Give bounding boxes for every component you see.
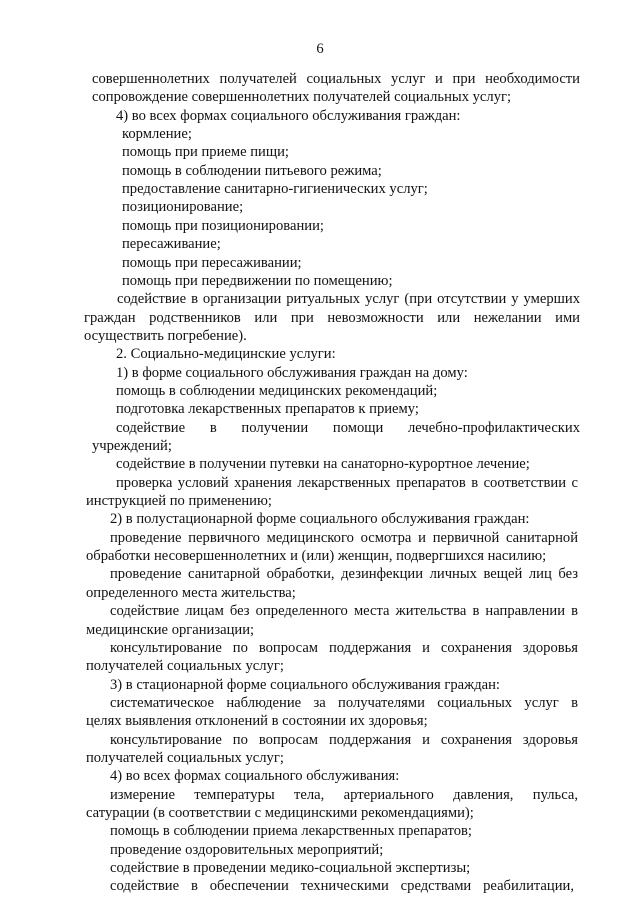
text-line: содействие лицам без определенного места жительства в направлении в xyxy=(110,603,578,620)
text-line: помощь в соблюдении медицинских рекомендаций; xyxy=(116,382,438,399)
text-line: предоставление санитарно-гигиенических услуг; xyxy=(122,181,428,198)
page-number: 6 xyxy=(316,41,324,57)
text-line: медицинские организации; xyxy=(86,621,255,638)
text-line: 2. Социально-медицинские услуги: xyxy=(116,346,336,363)
text-line: консультирование по вопросам поддержания и сохранения здоровья xyxy=(110,639,578,656)
text-line: позиционирование; xyxy=(122,199,244,216)
text-line: кормление; xyxy=(122,126,192,143)
text-line: инструкцией по применению; xyxy=(86,493,272,510)
text-line: измерение температуры тела, артериального давления, пульса, xyxy=(110,786,578,803)
text-line: проведение санитарной обработки, дезинфекции личных вещей лиц без xyxy=(110,566,578,583)
text-line: проверка условий хранения лекарственных препаратов в соответствии с xyxy=(116,474,578,491)
text-line: помощь при передвижении по помещению; xyxy=(122,272,393,289)
text-line: подготовка лекарственных препаратов к приему; xyxy=(116,401,419,418)
text-line: помощь при пересаживании; xyxy=(122,254,302,271)
text-line: целях выявления отклонений в состоянии их здоровья; xyxy=(86,713,428,730)
text-line: учреждений; xyxy=(92,438,172,454)
text-line: 2) в полустационарной форме социального обслуживания граждан: xyxy=(110,511,530,528)
text-line: помощь в соблюдении питьевого режима; xyxy=(122,162,382,179)
text-line: проведение первичного медицинского осмотра и первичной санитарной xyxy=(110,529,578,546)
text-line: помощь при приеме пищи; xyxy=(122,144,289,161)
text-line: сатурации (в соответствии с медицинскими рекомендациями); xyxy=(86,805,474,821)
text-line: обработки несовершеннолетних и (или) женщин, подвергшихся насилию; xyxy=(86,548,547,565)
text-line: 4) во всех формах социального обслуживания: xyxy=(110,768,400,785)
text-line: содействие в обеспечении техническими средствами реабилитации, xyxy=(110,878,574,895)
text-line: совершеннолетних получателей социальных услуг и при необходимости xyxy=(92,71,580,87)
text-line: осуществить погребение). xyxy=(84,327,247,344)
text-line: содействие в организации ритуальных услуг (при отсутствии у умерших xyxy=(117,291,580,308)
text-line: определенного места жительства; xyxy=(86,584,296,601)
text-line: помощь в соблюдении приема лекарственных препаратов; xyxy=(110,823,472,840)
text-line: 1) в форме социального обслуживания граждан на дому: xyxy=(116,364,468,381)
text-line: 3) в стационарной форме социального обслуживания граждан: xyxy=(110,676,500,693)
text-line: получателей социальных услуг; xyxy=(86,749,284,766)
text-line: сопровождение совершеннолетних получателей социальных услуг; xyxy=(92,89,512,106)
text-line: систематическое наблюдение за получателями социальных услуг в xyxy=(110,694,578,711)
text-line: пересаживание; xyxy=(122,236,221,253)
text-line: получателей социальных услуг; xyxy=(86,658,284,675)
text-line: проведение оздоровительных мероприятий; xyxy=(110,841,384,858)
text-line: 4) во всех формах социального обслуживания граждан: xyxy=(116,107,461,124)
text-line: содействие в получении помощи лечебно-профилактических xyxy=(116,419,580,436)
text-line: содействие в проведении медико-социальной экспертизы; xyxy=(110,860,471,877)
text-line: содействие в получении путевки на санаторно-курортное лечение; xyxy=(116,456,530,473)
text-line: помощь при позиционировании; xyxy=(122,217,324,234)
text-line: консультирование по вопросам поддержания и сохранения здоровья xyxy=(110,731,578,748)
text-line: граждан родственников или при невозможности или нежелании ими xyxy=(84,309,580,326)
